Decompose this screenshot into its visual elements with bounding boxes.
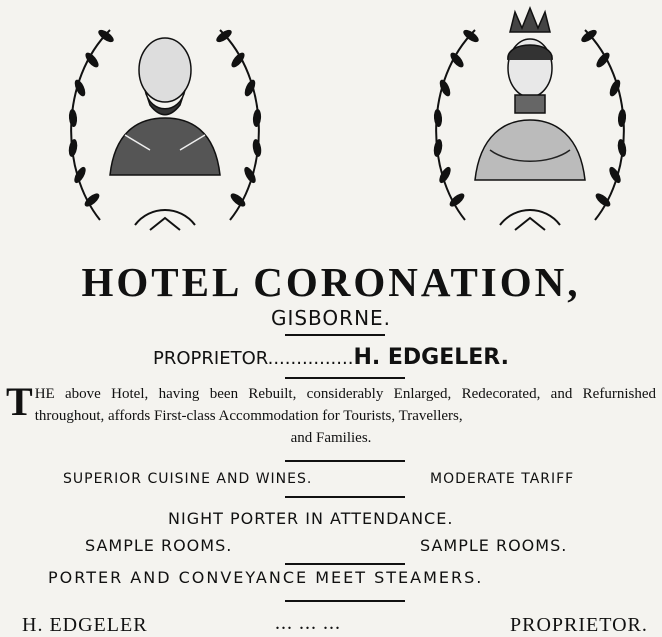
divider-rule — [285, 460, 405, 462]
king-portrait-image — [40, 0, 290, 250]
proprietor-dots: ............... — [267, 348, 354, 369]
divider-rule — [285, 377, 405, 379]
hotel-name-heading: HOTEL CORONATION, — [81, 259, 581, 305]
sample-rooms-right: SAMPLE ROOMS. — [420, 536, 568, 555]
footer-title: PROPRIETOR. — [510, 614, 648, 636]
proprietor-label: PROPRIETOR — [153, 348, 268, 369]
proprietor-line — [0, 345, 662, 370]
night-porter-text: NIGHT PORTER IN ATTENDANCE. — [168, 509, 454, 528]
porter-conveyance-text: PORTER AND CONVEYANCE MEET STEAMERS. — [48, 568, 484, 587]
drop-cap: T — [6, 379, 33, 424]
divider-rule — [285, 334, 385, 336]
divider-rule — [285, 563, 405, 565]
divider-rule — [285, 600, 405, 602]
footer-name: H. EDGELER — [22, 614, 148, 636]
tariff-text: MODERATE TARIFF — [430, 471, 575, 487]
hotel-description — [6, 379, 656, 449]
sample-rooms-left: SAMPLE ROOMS. — [85, 536, 233, 555]
town-name: GISBORNE. — [270, 306, 392, 330]
queen-portrait-image — [405, 0, 655, 250]
footer-dots: ... ... ... — [275, 612, 341, 634]
divider-rule — [285, 496, 405, 498]
description-last-line: and Families. — [290, 430, 372, 446]
cuisine-text: SUPERIOR CUISINE AND WINES. — [63, 471, 313, 487]
description-text: HE above Hotel, having been Rebuilt, considerably Enlarged, Redecorated, and Refurnished throughout, affords First-class Accommodation for Tourists, Travellers, — [34, 386, 656, 424]
proprietor-name: H. EDGELER. — [353, 345, 509, 370]
